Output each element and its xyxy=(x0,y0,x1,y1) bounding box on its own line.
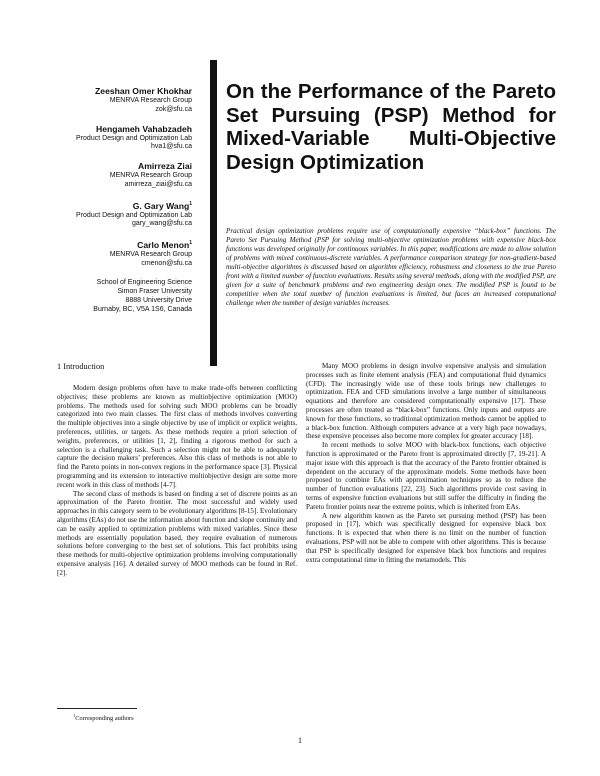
address-line: Burnaby, BC, V5A 1S6, Canada xyxy=(93,305,192,313)
author-email[interactable]: zok@sfu.ca xyxy=(155,105,192,113)
address-line: School of Engineering Science xyxy=(96,278,192,286)
paper-title: On the Performance of the Pareto Set Pursuing (PSP) Method for Mixed-Variable Multi-Objective Design Optimization xyxy=(226,80,556,174)
body-paragraph: Modern design problems often have to make trade-offs between conflicting objectives; these problems are known as multiobjective optimization (MOO) problems. The methods used for solving such MOO problems can be broadly categorized into two main classes. The first class of methods involves converting the multiple objectives into a single objective by use of implicit or explicit weights, preferences, utilities, or targets. As these methods require a priori selection of weights, preferences, or utilities [1, 2], finding a rigorous method for such a selection is a challenging task. Such a selection might not be able to adequately capture the decision makers’ preferences. Also this class of methods is not able to find the Pareto points in non-convex regions in the performance space [3]. Physical programming and its extension to interactive multiobjective design are some more recent work in this class of methods [4-7]. xyxy=(57,384,297,489)
title-divider-bar xyxy=(210,60,217,366)
author-email[interactable]: amirreza_ziai@sfu.ca xyxy=(124,180,192,188)
address-line: 8888 University Drive xyxy=(125,296,192,304)
author-entry xyxy=(40,124,192,153)
author-email[interactable]: cmenon@sfu.ca xyxy=(141,259,192,267)
author-entry xyxy=(40,199,192,229)
author-email[interactable]: hva1@sfu.ca xyxy=(151,143,192,151)
address-line: Simon Fraser University xyxy=(117,287,192,295)
section-heading: 1 Introduction xyxy=(57,362,105,371)
footnote-rule xyxy=(57,708,137,709)
author-name: Hengameh Vahabzadeh xyxy=(96,123,192,134)
institution-address xyxy=(40,278,192,314)
footnote-mark: 1 xyxy=(73,713,76,718)
author-affiliation: Product Design and Optimization Lab xyxy=(76,134,192,142)
author-entry xyxy=(40,161,192,190)
author-footnote-mark: 1 xyxy=(189,200,192,207)
author-affiliation: MENRVA Research Group xyxy=(109,97,192,104)
author-entry xyxy=(40,238,192,268)
author-footnote-mark: 1 xyxy=(189,240,192,247)
author-block xyxy=(40,86,192,314)
author-name: Carlo Menon$^1$ xyxy=(137,240,192,251)
body-paragraph: Many MOO problems in design involve expensive analysis and simulation processes such as finite element analysis (FEA) and computational fluid dynamics (CFD). The increasingly wide use of these tools brings new challenges to optimization. FEA and CFD simulations involve a large number of simultaneous equations and therefore are considered computationally expensive [17]. These processes are often treated as “black-box” functions. Only inputs and outputs are known for these functions, so traditional optimization methods cannot be applied to a black-box function. Although computers advance at a very high pace nowadays, these expensive processes also become more complex for greater accuracy [18]. xyxy=(306,362,546,441)
body-paragraph: A new algorithm known as the Pareto set pursuing method (PSP) has been proposed in [17], which was specifically designed for expensive black box functions. It is expected that when there is no limit on the number of function evaluations, PSP will not be able to compete with other algorithms. This is because that PSP is specifically designed for expensive black box functions and requires extra computational time in fitting the metamodels. This xyxy=(306,511,546,564)
abstract: Practical design optimization problems require use of computationally expensive “black-box” functions. The Pareto Set Pursuing Method (PSP for solving multi-objective optimization problems with expensive black-box functions was developed originally for continuous variables. In this paper, modifications are made to allow solution of problems with mixed continuous-discrete variables. A performance comparison strategy for non-gradient-based multi-objective algorithms is discussed based on algorithm efficiency, robustness and closeness to the true Pareto front with a limited number of function evaluations. Results using several methods, along with the modified PSP, are given for a suite of benchmark problems and two engineering design ones. The modified PSP is found to be competitive when the total number of function evaluations is limited, but faces an increased computational challenge when the number of design variables increases. xyxy=(226,227,556,307)
author-name: Amirreza Ziai xyxy=(138,161,192,172)
author-entry xyxy=(40,86,192,115)
left-column xyxy=(57,362,297,578)
footnote-text: Corresponding authors xyxy=(75,715,134,723)
author-email[interactable]: gary_wang@sfu.ca xyxy=(131,220,192,228)
author-name: Zeeshan Omer Khokhar xyxy=(95,86,192,96)
body-paragraph: In recent methods to solve MOO with black-box functions, each objective function is approximated or the Pareto front is approximated directly [7, 19-21]. A major issue with this approach is that the accuracy of the Pareto frontier obtained is dependent on the accuracy of the approximate models. Some methods have been proposed to combine EAs with approximation techniques so as to reduce the number of function evaluations [22, 23]. Such algorithms provide cost saving in terms of expensive function evaluations but still suffer the difficulty in finding the Pareto frontier points near the extreme points, which is inherited from EAs. xyxy=(306,441,546,511)
right-column xyxy=(306,362,546,564)
author-affiliation: MENRVA Research Group xyxy=(109,251,192,259)
footnote xyxy=(57,708,297,723)
author-name: G. Gary Wang$^1$ xyxy=(132,200,192,211)
author-affiliation: Product Design and Optimization Lab xyxy=(76,211,192,219)
page-number: 1 xyxy=(298,736,302,745)
body-paragraph: The second class of methods is based on finding a set of discrete points as an approximation of the Pareto frontier. The most successful and widely used approaches in this category seem to be evolutionary algorithms [8-15]. Evolutionary algorithms (EAs) do not use the information about function and slope continuity and can be easily applied to optimization problems with mixed variables. Since these methods are essentially population based, they require evaluation of numerous solutions before converging to the best set of solutions. This fact prohibits using these methods for multi-objective optimization problems involving computationally expensive analysis [16]. A detailed survey of MOO methods can be found in Ref. [2]. xyxy=(57,489,297,577)
author-affiliation: MENRVA Research Group xyxy=(109,172,192,180)
